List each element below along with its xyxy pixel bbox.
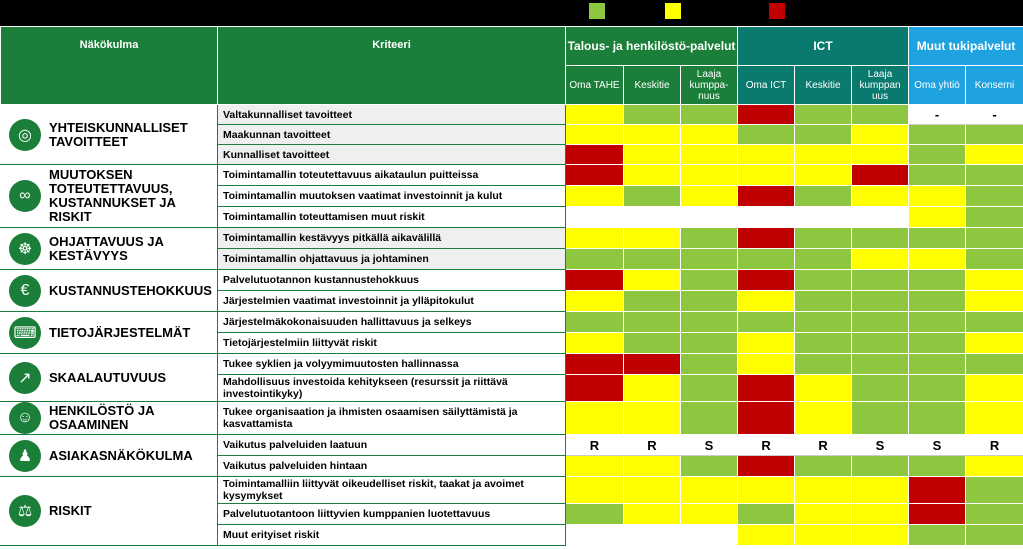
rating-cell-green <box>795 186 852 207</box>
rating-cell-yellow <box>624 165 681 186</box>
table-row <box>1 312 1023 333</box>
header-criteria: Kriteeri <box>218 27 566 105</box>
table-row <box>1 435 1023 456</box>
rating-cell-green <box>966 525 1023 546</box>
rating-cell-yellow <box>681 145 738 165</box>
rating-cell-green <box>795 270 852 291</box>
rating-cell-green <box>624 105 681 125</box>
subcol-oma-tahe: Oma TAHE <box>566 66 624 105</box>
table-row <box>1 270 1023 291</box>
table-row <box>1 228 1023 249</box>
rating-cell-green <box>738 249 795 270</box>
rating-cell-green <box>852 105 909 125</box>
rating-cell-green <box>966 354 1023 375</box>
rating-cell-green <box>852 456 909 477</box>
evaluation-table <box>0 26 1023 546</box>
rating-cell-empty <box>566 525 624 546</box>
rating-cell-green <box>852 375 909 402</box>
rating-cell-green <box>966 312 1023 333</box>
rating-text-cell: R <box>566 435 624 456</box>
perspective-cell <box>1 105 218 165</box>
rating-cell-yellow <box>966 291 1023 312</box>
rating-cell-yellow <box>566 186 624 207</box>
rating-cell-empty <box>795 207 852 228</box>
rating-cell-yellow <box>852 525 909 546</box>
perspective-cell <box>1 435 218 477</box>
customers-icon: ♟ <box>9 440 41 472</box>
rating-cell-green <box>795 456 852 477</box>
criteria-label: Tietojärjestelmiin liittyvät riskit <box>218 333 566 354</box>
rating-cell-yellow <box>966 456 1023 477</box>
rating-text-cell: S <box>681 435 738 456</box>
subcol-oma-yhtio: Oma yhtiö <box>909 66 966 105</box>
rating-cell-green <box>852 228 909 249</box>
perspective-label: OHJATTAVUUS JA KESTÄVYYS <box>49 233 164 263</box>
rating-cell-yellow <box>624 375 681 402</box>
criteria-label: Maakunnan tavoitteet <box>218 125 566 145</box>
rating-cell-yellow <box>624 477 681 504</box>
rating-cell-green <box>624 186 681 207</box>
rating-cell-green <box>681 228 738 249</box>
rating-cell-green <box>966 228 1023 249</box>
table-row <box>1 165 1023 186</box>
rating-cell-green <box>795 249 852 270</box>
perspective-cell <box>1 477 218 546</box>
criteria-label: Palvelutuotantoon liittyvien kumppanien luotettavuus <box>218 504 566 525</box>
criteria-label: Muut erityiset riskit <box>218 525 566 546</box>
rating-cell-green <box>909 270 966 291</box>
criteria-label: Toimintamallin kestävyys pitkällä aikavälillä <box>218 228 566 249</box>
legend-yellow <box>665 3 681 19</box>
rating-cell-green <box>852 312 909 333</box>
rating-cell-yellow <box>566 333 624 354</box>
rating-cell-green <box>681 333 738 354</box>
rating-cell-yellow <box>681 165 738 186</box>
rating-cell-yellow <box>738 525 795 546</box>
legend-green <box>589 3 605 19</box>
rating-cell-green <box>795 105 852 125</box>
criteria-label: Tukee syklien ja volyymimuutosten hallinnassa <box>218 354 566 375</box>
rating-cell-green <box>852 291 909 312</box>
rating-cell-green <box>852 333 909 354</box>
rating-cell-green <box>681 291 738 312</box>
rating-text-cell: R <box>795 435 852 456</box>
rating-cell-yellow <box>566 477 624 504</box>
rating-cell-green <box>624 312 681 333</box>
rating-cell-red <box>909 504 966 525</box>
keyboard-icon: ⌨ <box>9 317 41 349</box>
rating-cell-red <box>566 270 624 291</box>
rating-cell-green <box>624 333 681 354</box>
rating-cell-yellow <box>738 145 795 165</box>
group-muut: Muut tukipalvelut <box>909 27 1023 66</box>
rating-cell-green <box>909 291 966 312</box>
rating-cell-empty <box>566 207 624 228</box>
subcol-keskitie-talous: Keskitie <box>624 66 681 105</box>
rating-cell-yellow <box>795 165 852 186</box>
rating-cell-yellow <box>852 477 909 504</box>
group-ict: ICT <box>738 27 909 66</box>
growth-chart-icon: ↗ <box>9 362 41 394</box>
rating-cell-yellow <box>566 456 624 477</box>
rating-cell-red <box>738 228 795 249</box>
perspective-label: HENKILÖSTÖ JA OSAAMINEN <box>49 403 154 432</box>
rating-cell-yellow <box>852 125 909 145</box>
rating-cell-red <box>852 165 909 186</box>
rating-cell-red <box>738 270 795 291</box>
rating-cell-green <box>852 270 909 291</box>
header-perspective: Näkökulma <box>1 27 218 105</box>
rating-cell-yellow <box>738 354 795 375</box>
criteria-label: Toimintamallin ohjattavuus ja johtaminen <box>218 249 566 270</box>
target-icon: ◎ <box>9 119 41 151</box>
group-talous: Talous- ja henkilöstö-palvelut <box>566 27 738 66</box>
rating-cell-green <box>909 165 966 186</box>
rating-cell-green <box>909 312 966 333</box>
rating-cell-empty <box>681 207 738 228</box>
criteria-label: Toimintamallin toteuttamisen muut riskit <box>218 207 566 228</box>
table-row <box>1 477 1023 504</box>
rating-cell-green <box>909 402 966 435</box>
table-row <box>1 105 1023 125</box>
rating-cell-yellow <box>624 456 681 477</box>
criteria-label: Valtakunnalliset tavoitteet <box>218 105 566 125</box>
rating-cell-green <box>966 165 1023 186</box>
rating-cell-green <box>795 354 852 375</box>
rating-cell-red <box>566 165 624 186</box>
rating-cell-red <box>738 375 795 402</box>
rating-cell-green <box>909 456 966 477</box>
rating-cell-yellow <box>795 525 852 546</box>
table-row <box>1 402 1023 435</box>
rating-cell-green <box>909 145 966 165</box>
rating-cell-green <box>966 249 1023 270</box>
criteria-label: Palvelutuotannon kustannustehokkuus <box>218 270 566 291</box>
top-bar <box>0 0 1023 26</box>
subcol-keskitie-ict: Keskitie <box>795 66 852 105</box>
rating-cell-red <box>738 186 795 207</box>
rating-cell-yellow <box>738 291 795 312</box>
rating-cell-green <box>966 186 1023 207</box>
rating-cell-red <box>738 402 795 435</box>
rating-text-cell: - <box>966 105 1023 125</box>
rating-cell-yellow <box>681 504 738 525</box>
euro-icon: € <box>9 275 41 307</box>
rating-cell-green <box>681 105 738 125</box>
rating-cell-yellow <box>966 333 1023 354</box>
helm-icon: ☸ <box>9 233 41 265</box>
people-icon: ☺ <box>9 402 41 434</box>
subcol-konserni: Konserni <box>966 66 1023 105</box>
perspective-cell <box>1 228 218 270</box>
subcol-oma-ict: Oma ICT <box>738 66 795 105</box>
rating-cell-empty <box>738 207 795 228</box>
rating-cell-green <box>966 504 1023 525</box>
rating-cell-yellow <box>966 270 1023 291</box>
rating-cell-yellow <box>566 402 624 435</box>
criteria-label: Vaikutus palveluiden hintaan <box>218 456 566 477</box>
link-icon: ∞ <box>9 180 41 212</box>
rating-cell-yellow <box>566 228 624 249</box>
rating-cell-yellow <box>852 249 909 270</box>
rating-cell-yellow <box>681 186 738 207</box>
table-row <box>1 354 1023 375</box>
rating-cell-yellow <box>966 402 1023 435</box>
rating-cell-red <box>738 105 795 125</box>
rating-cell-yellow <box>852 504 909 525</box>
rating-cell-green <box>795 291 852 312</box>
rating-cell-green <box>681 312 738 333</box>
rating-cell-green <box>624 291 681 312</box>
rating-cell-green <box>566 312 624 333</box>
rating-cell-yellow <box>738 165 795 186</box>
rating-cell-yellow <box>566 291 624 312</box>
perspective-label: KUSTANNUSTEHOKKUUS <box>49 282 212 298</box>
criteria-label: Mahdollisuus investoida kehitykseen (resurssit ja riittävä investointikyky) <box>218 375 566 402</box>
rating-cell-green <box>566 504 624 525</box>
rating-cell-yellow <box>909 207 966 228</box>
rating-cell-yellow <box>566 105 624 125</box>
legend-red <box>769 3 785 19</box>
rating-cell-yellow <box>624 228 681 249</box>
rating-cell-green <box>909 354 966 375</box>
rating-cell-green <box>966 125 1023 145</box>
rating-cell-green <box>909 333 966 354</box>
scales-icon: ⚖ <box>9 495 41 527</box>
rating-text-cell: - <box>909 105 966 125</box>
criteria-label: Tukee organisaation ja ihmisten osaamisen säilyttämistä ja kasvattamista <box>218 402 566 435</box>
rating-text-cell: S <box>909 435 966 456</box>
rating-cell-green <box>624 249 681 270</box>
rating-cell-yellow <box>738 477 795 504</box>
rating-cell-yellow <box>738 333 795 354</box>
rating-cell-green <box>852 402 909 435</box>
rating-cell-green <box>966 477 1023 504</box>
criteria-label: Toimintamallin muutoksen vaatimat investoinnit ja kulut <box>218 186 566 207</box>
rating-cell-green <box>966 207 1023 228</box>
rating-cell-red <box>909 477 966 504</box>
rating-cell-empty <box>624 207 681 228</box>
rating-cell-yellow <box>624 270 681 291</box>
rating-cell-yellow <box>624 402 681 435</box>
rating-cell-green <box>909 125 966 145</box>
rating-cell-yellow <box>966 375 1023 402</box>
rating-text-cell: R <box>624 435 681 456</box>
rating-text-cell: S <box>852 435 909 456</box>
rating-cell-red <box>566 375 624 402</box>
rating-cell-yellow <box>624 125 681 145</box>
rating-cell-yellow <box>795 504 852 525</box>
perspective-label: MUUTOKSEN TOTEUTETTAVUUS, KUSTANNUKSET JA RISKIT <box>49 167 176 224</box>
rating-text-cell: R <box>738 435 795 456</box>
rating-cell-yellow <box>852 145 909 165</box>
perspective-cell <box>1 165 218 228</box>
rating-cell-empty <box>681 525 738 546</box>
rating-cell-yellow <box>624 504 681 525</box>
rating-cell-green <box>909 375 966 402</box>
rating-cell-yellow <box>909 249 966 270</box>
rating-cell-red <box>566 354 624 375</box>
criteria-label: Järjestelmäkokonaisuuden hallittavuus ja selkeys <box>218 312 566 333</box>
perspective-label: RISKIT <box>49 503 92 518</box>
perspective-label: ASIAKASNÄKÖKULMA <box>49 447 193 463</box>
rating-cell-green <box>909 228 966 249</box>
rating-cell-empty <box>624 525 681 546</box>
criteria-label: Toimintamallin toteutettavuus aikataulun puitteissa <box>218 165 566 186</box>
rating-cell-green <box>852 354 909 375</box>
subcol-laaja-talous: Laaja kumppa-nuus <box>681 66 738 105</box>
rating-cell-red <box>738 456 795 477</box>
rating-cell-green <box>738 125 795 145</box>
rating-cell-yellow <box>966 145 1023 165</box>
rating-cell-green <box>738 312 795 333</box>
rating-cell-green <box>795 125 852 145</box>
rating-cell-green <box>795 312 852 333</box>
rating-cell-yellow <box>681 477 738 504</box>
rating-cell-green <box>681 354 738 375</box>
criteria-label: Toimintamalliin liittyvät oikeudelliset riskit, taakat ja avoimet kysymykset <box>218 477 566 504</box>
rating-cell-yellow <box>795 375 852 402</box>
rating-cell-empty <box>852 207 909 228</box>
rating-cell-green <box>909 525 966 546</box>
criteria-label: Kunnalliset tavoitteet <box>218 145 566 165</box>
rating-cell-green <box>681 249 738 270</box>
perspective-cell <box>1 354 218 402</box>
rating-cell-yellow <box>852 186 909 207</box>
rating-cell-red <box>566 145 624 165</box>
perspective-cell <box>1 402 218 435</box>
rating-cell-green <box>795 333 852 354</box>
rating-cell-green <box>681 270 738 291</box>
rating-cell-red <box>624 354 681 375</box>
rating-cell-green <box>681 456 738 477</box>
rating-cell-green <box>681 375 738 402</box>
subcol-laaja-ict: Laaja kumppan uus <box>852 66 909 105</box>
rating-cell-yellow <box>624 145 681 165</box>
rating-cell-yellow <box>795 402 852 435</box>
criteria-label: Järjestelmien vaatimat investoinnit ja ylläpitokulut <box>218 291 566 312</box>
perspective-cell <box>1 312 218 354</box>
perspective-label: TIETOJÄRJESTELMÄT <box>49 324 191 340</box>
perspective-label: SKAALAUTUVUUS <box>49 369 166 385</box>
rating-cell-green <box>795 228 852 249</box>
rating-cell-yellow <box>909 186 966 207</box>
rating-cell-green <box>681 402 738 435</box>
rating-cell-green <box>738 504 795 525</box>
rating-cell-yellow <box>795 477 852 504</box>
rating-cell-green <box>566 249 624 270</box>
perspective-cell <box>1 270 218 312</box>
perspective-label: YHTEISKUNNALLISET TAVOITTEET <box>49 119 188 149</box>
rating-cell-yellow <box>795 145 852 165</box>
rating-cell-yellow <box>681 125 738 145</box>
rating-text-cell: R <box>966 435 1023 456</box>
criteria-label: Vaikutus palveluiden laatuun <box>218 435 566 456</box>
rating-cell-yellow <box>566 125 624 145</box>
